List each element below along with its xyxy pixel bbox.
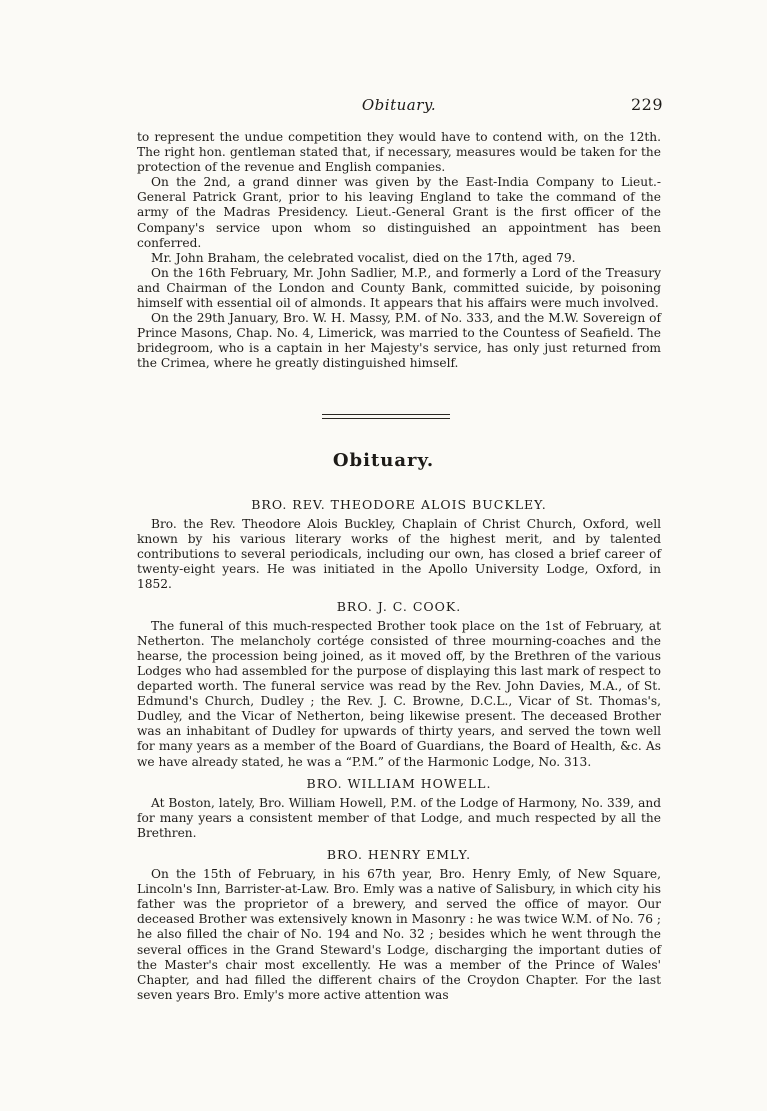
obituary-heading-buckley: BRO. REV. THEODORE ALOIS BUCKLEY. (251, 497, 547, 512)
page-number: 229 (630, 95, 663, 114)
running-head-title: Obituary. (361, 96, 437, 114)
obituary-section (137, 497, 661, 1003)
obituary-text-emly: On the 15th of February, in his 67th year, Bro. Henry Emly, of New Square, Lincoln's Inn, Barrister-at-Law. Bro. Emly was a native of Salisbury, in which city his father was the proprietor of a brewery, and served the office of mayor. Our deceased Brother was extensively known in Masonry : he was twice W.M. of No. 76 ; he also filled the chair of No. 194 and No. 32 ; besides which he went through the several offices in the Grand Steward's Lodge, discharging the important duties of the Master's chair most excellently. He was a member of the Prince of Wales' Chapter, and had filled the different chairs of the Croydon Chapter. For the last seven years Bro. Emly's more active attention was (137, 867, 661, 1002)
news-paragraph-5: On the 29th January, Bro. W. H. Massy, P.M. of No. 333, and the M.W. Sovereign of Prince Masons, Chap. No. 4, Limerick, was married to the Countess of Seafield. The bridegroom, who is a captain in her Majesty's service, has only just returned from the Crimea, where he greatly distinguished himself. (137, 311, 661, 371)
obituary-heading-emly: BRO. HENRY EMLY. (326, 846, 472, 862)
obituary-text-howell: At Boston, lately, Bro. William Howell, P.M. of the Lodge of Harmony, No. 339, and for many years a consistent member of that Lodge, and much respected by all the Brethren. (137, 795, 661, 840)
news-paragraph-2: On the 2nd, a grand dinner was given by the East-India Company to Lieut.-General Patrick Grant, prior to his leaving England to take the command of the army of the Madras Presidency. Lieut.-General Grant is the first officer of the Company's service upon whom so distinguished an appointment has been conferred. (137, 175, 661, 250)
obituary-text-cook: The funeral of this much-respected Brother took place on the 1st of February, at Netherton. The melancholy cortége consisted of three mourning-coaches and the hearse, the procession being joined, as it moved off, by the Brethren of the various Lodges who had assembled for the purpose of displaying this last mark of respect to departed worth. The funeral service was read by the Rev. John Davies, M.A., of St. Edmund's Church, Dudley ; the Rev. J. C. Browne, D.C.L., Vicar of St. Thomas's, Dudley, and the Vicar of Netherton, being likewise present. The deceased Brother was an inhabitant of Dudley for upwards of thirty years, and served the town well for many years as a member of the Board of Guardians, the Board of Health, &c. As we have already stated, he was a “P.M.” of the Harmonic Lodge, No. 313. (137, 618, 661, 769)
news-section (137, 130, 661, 372)
obituary-heading-howell: BRO. WILLIAM HOWELL. (306, 775, 492, 791)
obituary-section-title: Obituary. (332, 450, 435, 471)
running-head (135, 96, 663, 120)
news-paragraph-1: to represent the undue competition they would have to contend with, on the 12th. The right hon. gentleman stated that, if necessary, measures would be taken for the protection of the revenue and English companies. (137, 130, 661, 175)
section-divider-top (322, 414, 450, 415)
news-paragraph-3: Mr. John Braham, the celebrated vocalist, died on the 17th, aged 79. (151, 250, 576, 265)
obituary-text-buckley: Bro. the Rev. Theodore Alois Buckley, Chaplain of Christ Church, Oxford, well known by his various literary works of the highest merit, and by talented contributions to several periodicals, including our own, has closed a brief career of twenty-eight years. He was initiated in the Apollo University Lodge, Oxford, in 1852. (137, 517, 661, 592)
section-divider-bottom (322, 418, 450, 419)
obituary-heading-cook: BRO. J. C. COOK. (336, 598, 462, 614)
news-paragraph-4: On the 16th February, Mr. John Sadlier, M.P., and formerly a Lord of the Treasury and Chairman of the London and County Bank, committed suicide, by poisoning himself with essential oil of almonds. It appears that his affairs were much involved. (137, 265, 661, 311)
